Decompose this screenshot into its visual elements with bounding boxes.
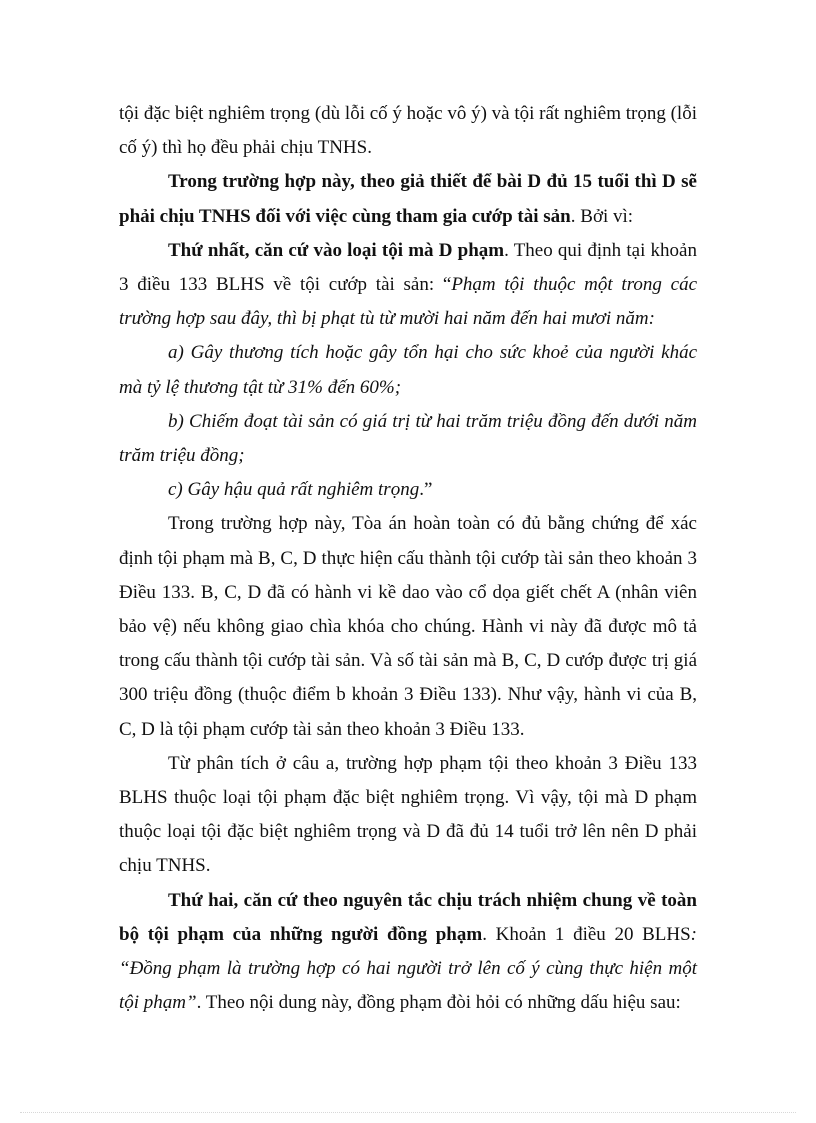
paragraph <box>119 747 697 884</box>
italic-text-run: c) Gây hậu quả rất nghiêm trọng <box>168 479 420 501</box>
bold-text-run: Thứ hai, căn cứ theo nguyên tắc chịu trách nhiệm chung về toàn bộ tội phạm của những người đồng phạm <box>119 889 697 945</box>
italic-text-run: a) Gây thương tích hoặc gây tổn hại cho sức khoẻ của người khác mà tỷ lệ thương tật từ 31% đến 60%; <box>119 342 697 398</box>
paragraph <box>119 234 697 337</box>
text-run: .” <box>419 479 433 501</box>
italic-text-run: : “Đồng phạm là trường hợp có hai người trở lên cố ý cùng thực hiện một tội phạm” <box>119 923 697 1014</box>
paragraph <box>119 165 697 233</box>
text-run: . Bởi vì: <box>570 205 634 227</box>
text-run: . Khoản 1 điều 20 BLHS <box>482 923 691 945</box>
document-body <box>119 97 697 1020</box>
paragraph <box>119 473 697 507</box>
paragraph <box>119 336 697 404</box>
text-run: Trong trường hợp này, Tòa án hoàn toàn có đủ bằng chứng để xác định tội phạm mà B, C, D thực hiện cấu thành tội cướp tài sản theo khoản 3 Điều 133. B, C, D đã có hành vi kề dao vào cổ dọa giết chết A (nhân viên bảo vệ) nếu không giao chìa khóa cho chúng. Hành vi này đã được mô tả trong cấu thành tội cướp tài sản. Và số tài sản mà B, C, D cướp được trị giá 300 triệu đồng (thuộc điểm b khoản 3 Điều 133). Như vậy, hành vi của B, C, D là tội phạm cướp tài sản theo khoản 3 Điều 133. <box>119 513 697 740</box>
paragraph <box>119 97 697 165</box>
italic-text-run: Phạm tội thuộc một trong các trường hợp sau đây, thì bị phạt tù từ mười hai năm đến hai mươi năm: <box>119 274 698 330</box>
paragraph <box>119 507 697 746</box>
text-run: tội đặc biệt nghiêm trọng (dù lỗi cố ý hoặc vô ý) và tội rất nghiêm trọng (lỗi cố ý) thì họ đều phải chịu TNHS. <box>119 103 697 159</box>
text-run: Từ phân tích ở câu a, trường hợp phạm tội theo khoản 3 Điều 133 BLHS thuộc loại tội phạm đặc biệt nghiêm trọng. Vì vậy, tội mà D phạm thuộc loại tội đặc biệt nghiêm trọng và D đã đủ 14 tuổi trở lên nên D phải chịu TNHS. <box>119 752 697 877</box>
paragraph <box>119 884 697 1021</box>
italic-text-run: b) Chiếm đoạt tài sản có giá trị từ hai trăm triệu đồng đến dưới năm trăm triệu đồng; <box>119 410 697 467</box>
text-run: . Theo qui định tại khoản 3 điều 133 BLHS về tội cướp tài sản: “ <box>119 239 697 296</box>
text-run: . Theo nội dung này, đồng phạm đòi hỏi có những dấu hiệu sau: <box>196 992 681 1014</box>
page-bottom-divider <box>20 1112 796 1113</box>
paragraph <box>119 405 697 473</box>
bold-text-run: Trong trường hợp này, theo giả thiết để bài D đủ 15 tuổi thì D sẽ phải chịu TNHS đối với việc cùng tham gia cướp tài sản <box>119 171 697 227</box>
bold-text-run: Thứ nhất, căn cứ vào loại tội mà D phạm <box>168 239 505 261</box>
